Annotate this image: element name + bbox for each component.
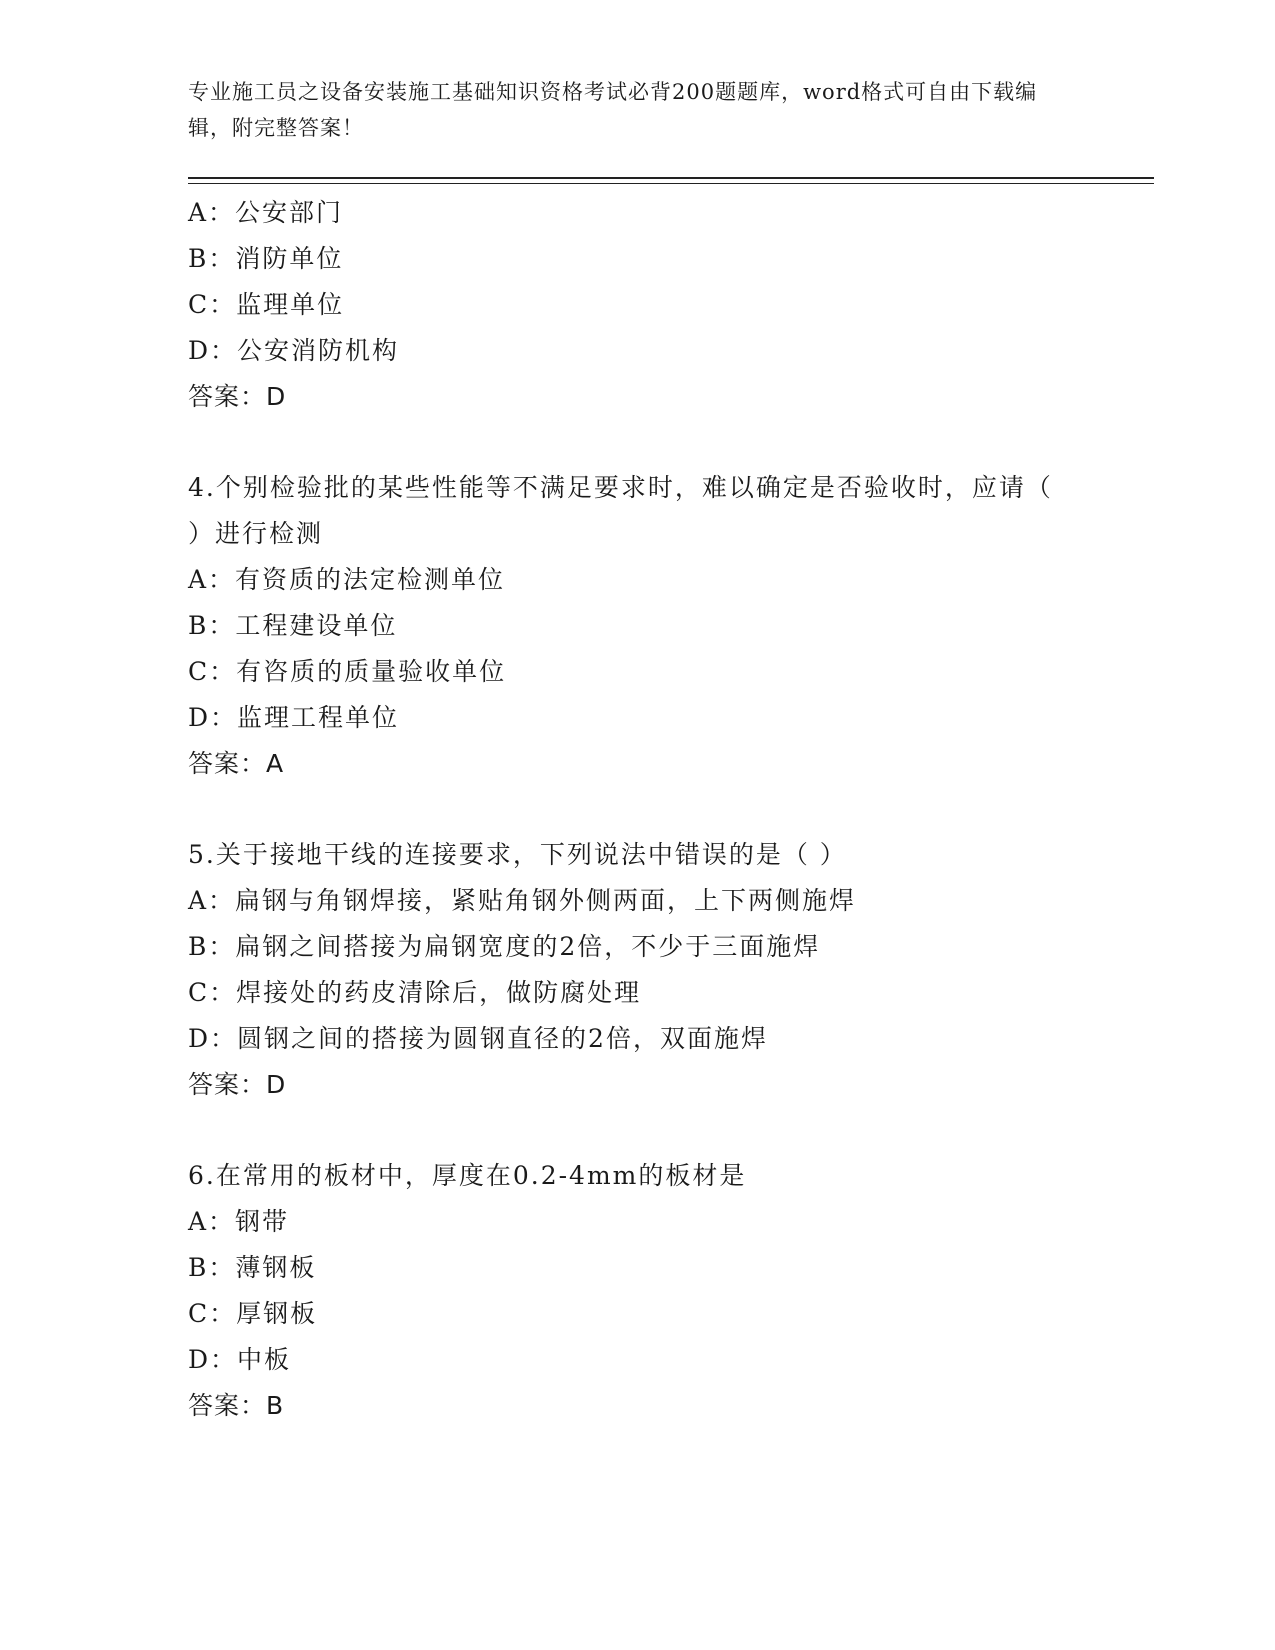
question-list — [188, 190, 1108, 1429]
option-a: A：钢带 — [188, 1207, 290, 1236]
question-text: 4.个别检验批的某些性能等不满足要求时，难以确定是否验收时，应请（ ）进行检测 — [188, 473, 1053, 548]
document-header: 专业施工员之设备安装施工基础知识资格考试必背200题题库，word格式可自由下载编辑，附完整答案！ — [188, 80, 1038, 140]
header-divider-thin — [188, 183, 1154, 184]
option-d: D：圆钢之间的搭接为圆钢直径的2倍，双面施焊 — [188, 1024, 768, 1053]
option-d: D：监理工程单位 — [188, 703, 400, 732]
option-b: B：薄钢板 — [188, 1253, 317, 1282]
option-c: C：有咨质的质量验收单位 — [188, 657, 507, 686]
question-block — [188, 190, 1108, 420]
option-b: B：扁钢之间搭接为扁钢宽度的2倍，不少于三面施焊 — [188, 932, 821, 961]
answer-line: 答案：A — [188, 749, 285, 778]
question-block — [188, 832, 1108, 1108]
answer-line: 答案：D — [188, 382, 287, 411]
question-block — [188, 465, 1108, 787]
option-c: C：厚钢板 — [188, 1299, 318, 1328]
header-divider-thick — [188, 177, 1154, 179]
question-text: 6.在常用的板材中，厚度在0.2-4mm的板材是 — [188, 1161, 747, 1190]
option-d: D：公安消防机构 — [188, 336, 400, 365]
spacer — [188, 420, 1108, 465]
answer-line: 答案：B — [188, 1391, 285, 1420]
option-a: A：公安部门 — [188, 198, 344, 227]
option-c: C：焊接处的药皮清除后，做防腐处理 — [188, 978, 642, 1007]
option-a: A：扁钢与角钢焊接，紧贴角钢外侧两面，上下两侧施焊 — [188, 886, 857, 915]
answer-line: 答案：D — [188, 1070, 287, 1099]
option-b: B：工程建设单位 — [188, 611, 398, 640]
option-a: A：有资质的法定检测单位 — [188, 565, 506, 594]
option-c: C：监理单位 — [188, 290, 345, 319]
spacer — [188, 1108, 1108, 1153]
option-d: D：中板 — [188, 1345, 292, 1374]
question-text: 5.关于接地干线的连接要求，下列说法中错误的是（ ） — [188, 840, 847, 869]
option-b: B：消防单位 — [188, 244, 344, 273]
question-block — [188, 1153, 1108, 1429]
spacer — [188, 787, 1108, 832]
